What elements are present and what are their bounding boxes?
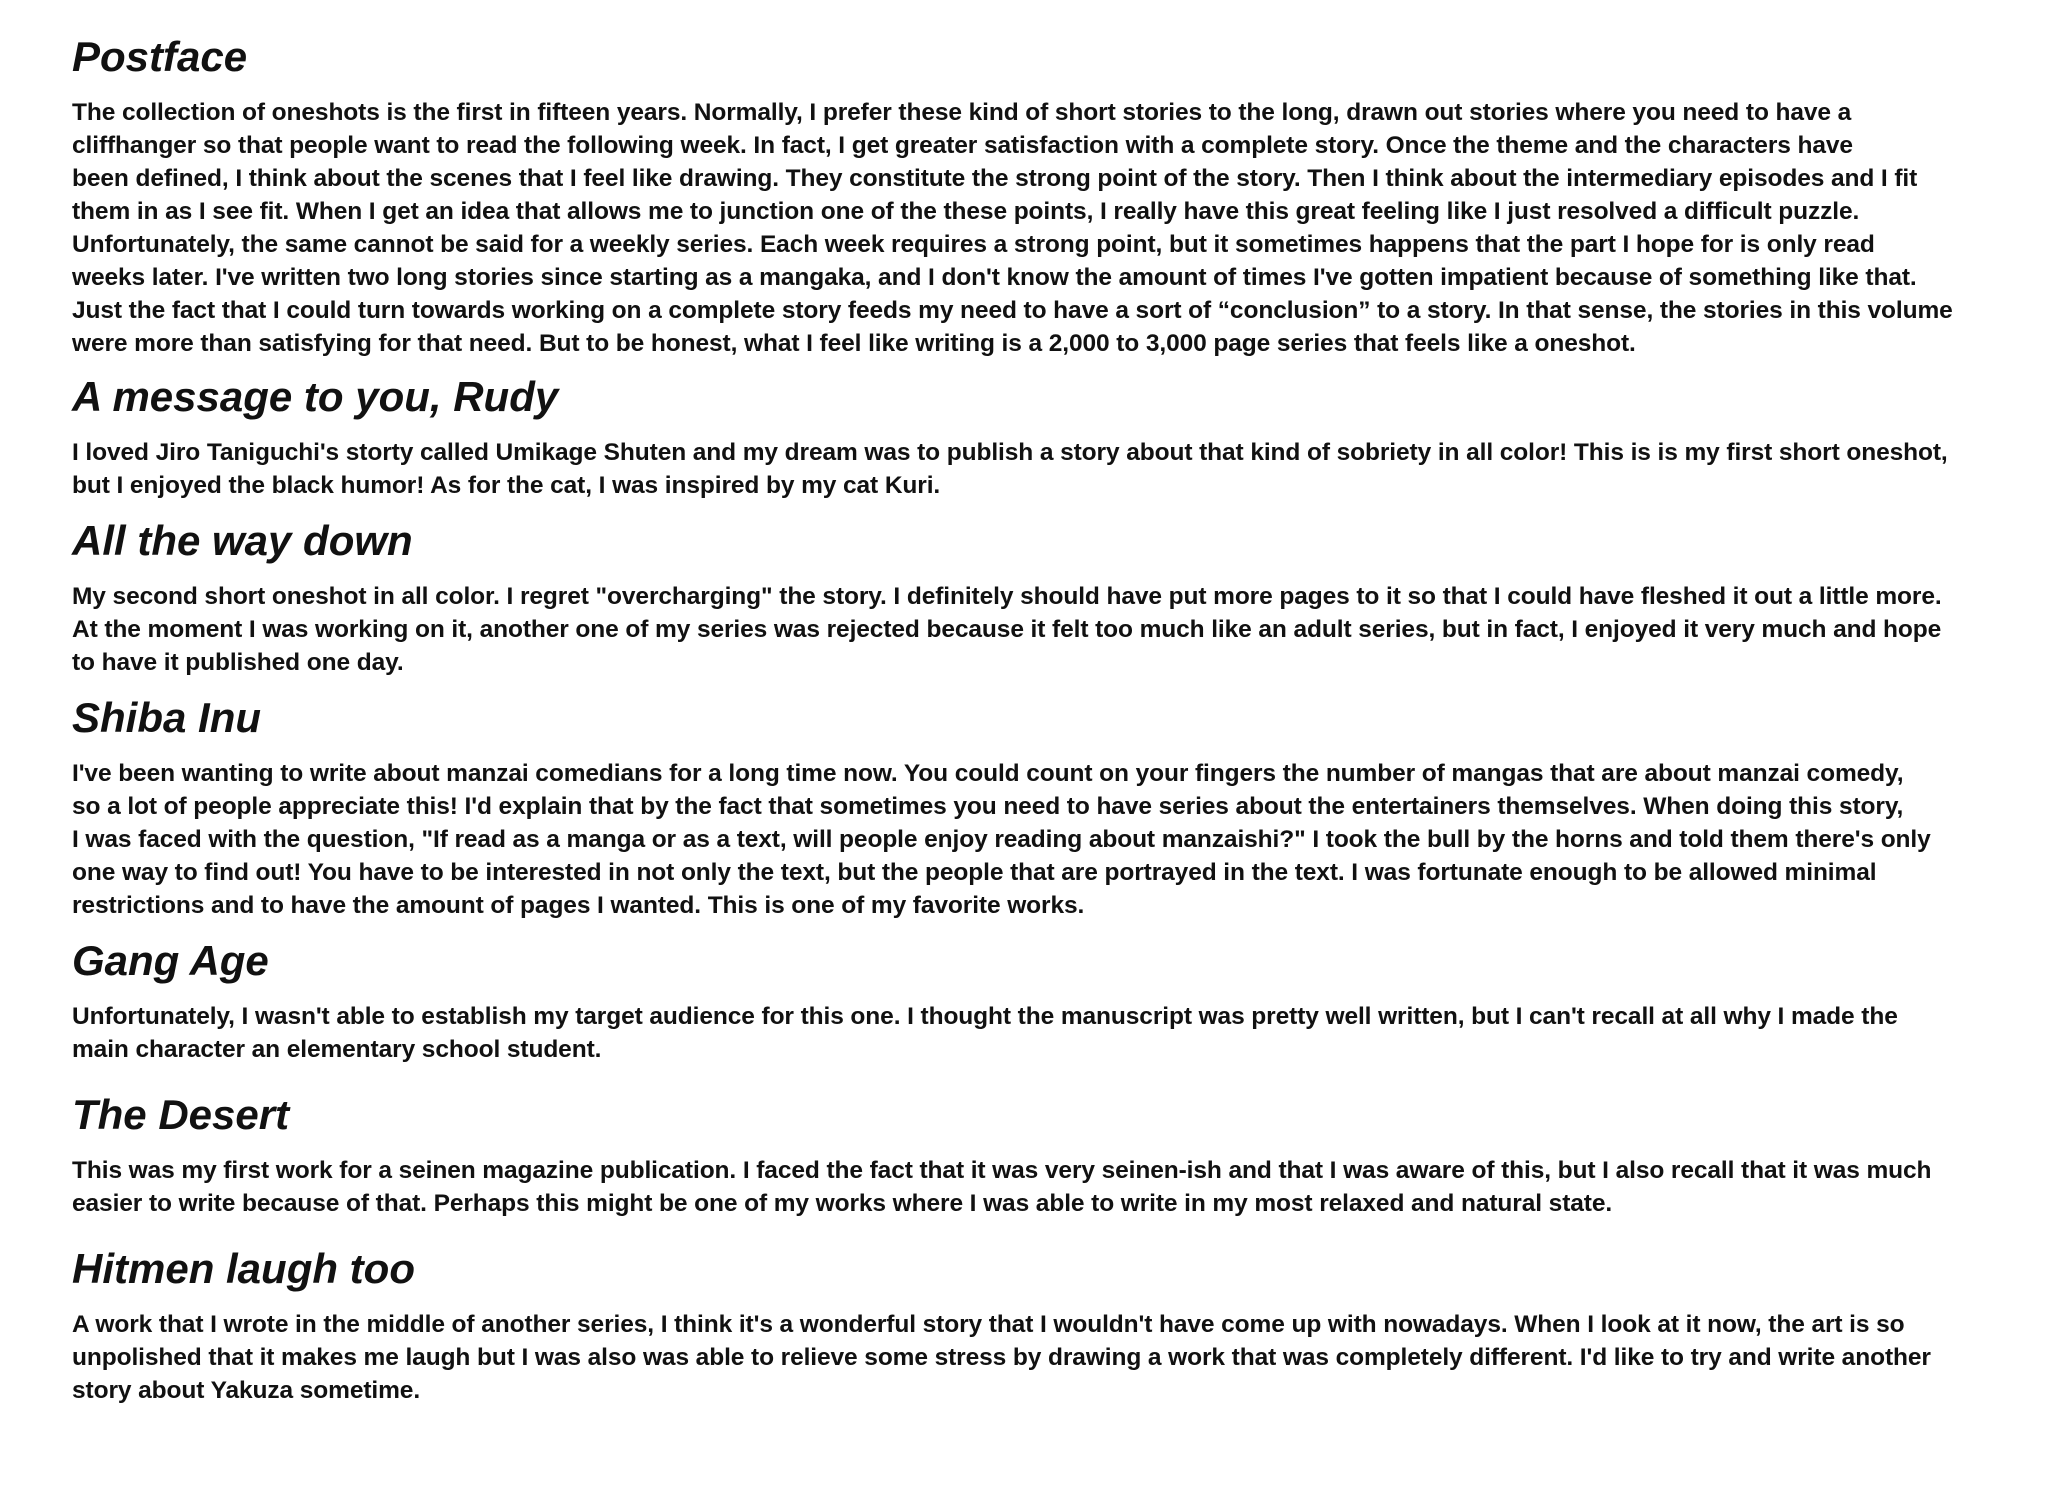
text-line: Unfortunately, I wasn't able to establish my target audience for this one. I thought the manuscript was pretty well written, but I can't recall at all why I made the [72,1003,1898,1030]
section-message-to-rudy [72,370,2032,502]
text-line: cliffhanger so that people want to read the following week. In fact, I get greater satisfaction with a complete story. Once the theme and the characters have [72,132,1853,159]
text-line: restrictions and to have the amount of pages I wanted. This is one of my favorite works. [72,892,1085,919]
postface-document [72,30,2032,1407]
section-body [72,1000,2032,1066]
section-body [72,436,2032,502]
section-body [72,580,2032,679]
text-line: been defined, I think about the scenes that I feel like drawing. They constitute the strong point of the story. Then I think about the intermediary episodes and I fit [72,165,1918,192]
section-heading: Postface [72,33,248,80]
text-line: Just the fact that I could turn towards working on a complete story feeds my need to have a sort of “conclusion” to a story. In that sense, the stories in this volume [72,297,1953,324]
section-shiba-inu [72,691,2032,922]
text-line: story about Yakuza sometime. [72,1377,421,1404]
text-line: I loved Jiro Taniguchi's storty called Umikage Shuten and my dream was to publish a story about that kind of sobriety in all color! This is is my first short oneshot, [72,439,1948,466]
section-heading: Shiba Inu [72,694,261,741]
section-heading: A message to you, Rudy [72,373,559,420]
text-line: unpolished that it makes me laugh but I was also was able to relieve some stress by drawing a work that was completely different. I'd like to try and write another [72,1344,1931,1371]
text-line: main character an elementary school student. [72,1036,602,1063]
section-body [72,1154,2032,1220]
section-gang-age [72,934,2032,1066]
section-the-desert [72,1088,2032,1220]
section-body [72,1308,2032,1407]
section-all-the-way-down [72,514,2032,679]
section-heading: Hitmen laugh too [72,1245,415,1292]
text-line: The collection of oneshots is the first in fifteen years. Normally, I prefer these kind of short stories to the long, drawn out stories where you need to have a [72,99,1852,126]
section-heading: Gang Age [72,937,269,984]
text-line: to have it published one day. [72,649,404,676]
text-line: easier to write because of that. Perhaps this might be one of my works where I was able to write in my most relaxed and natural state. [72,1190,1613,1217]
section-postface [72,30,2032,360]
text-line: I was faced with the question, "If read as a manga or as a text, will people enjoy reading about manzaishi?" I took the bull by the horns and told them there's only [72,826,1931,853]
text-line: This was my first work for a seinen magazine publication. I faced the fact that it was very seinen-ish and that I was aware of this, but I also recall that it was much [72,1157,1932,1184]
text-line: weeks later. I've written two long stories since starting as a mangaka, and I don't know the amount of times I've gotten impatient because of something like that. [72,264,1917,291]
text-line: one way to find out! You have to be interested in not only the text, but the people that are portrayed in the text. I was fortunate enough to be allowed minimal [72,859,1877,886]
text-line: At the moment I was working on it, another one of my series was rejected because it felt too much like an adult series, but in fact, I enjoyed it very much and hope [72,616,1942,643]
section-hitmen-laugh-too [72,1242,2032,1407]
section-heading: All the way down [72,517,413,564]
text-line: so a lot of people appreciate this! I'd explain that by the fact that sometimes you need to have series about the entertainers themselves. When doing this story, [72,793,1904,820]
text-line: were more than satisfying for that need. But to be honest, what I feel like writing is a 2,000 to 3,000 page series that feels like a oneshot. [72,330,1636,357]
section-body [72,757,2032,922]
text-line: I've been wanting to write about manzai comedians for a long time now. You could count on your fingers the number of mangas that are about manzai comedy, [72,760,1904,787]
text-line: them in as I see fit. When I get an idea that allows me to junction one of the these points, I really have this great feeling like I just resolved a difficult puzzle. [72,198,1860,225]
text-line: but I enjoyed the black humor! As for the cat, I was inspired by my cat Kuri. [72,472,941,499]
section-heading: The Desert [72,1091,290,1138]
text-line: A work that I wrote in the middle of another series, I think it's a wonderful story that I wouldn't have come up with nowadays. When I look at it now, the art is so [72,1311,1905,1338]
section-body [72,96,2032,360]
text-line: My second short oneshot in all color. I regret "overcharging" the story. I definitely should have put more pages to it so that I could have fleshed it out a little more. [72,583,1942,610]
text-line: Unfortunately, the same cannot be said for a weekly series. Each week requires a strong point, but it sometimes happens that the part I hope for is only read [72,231,1875,258]
